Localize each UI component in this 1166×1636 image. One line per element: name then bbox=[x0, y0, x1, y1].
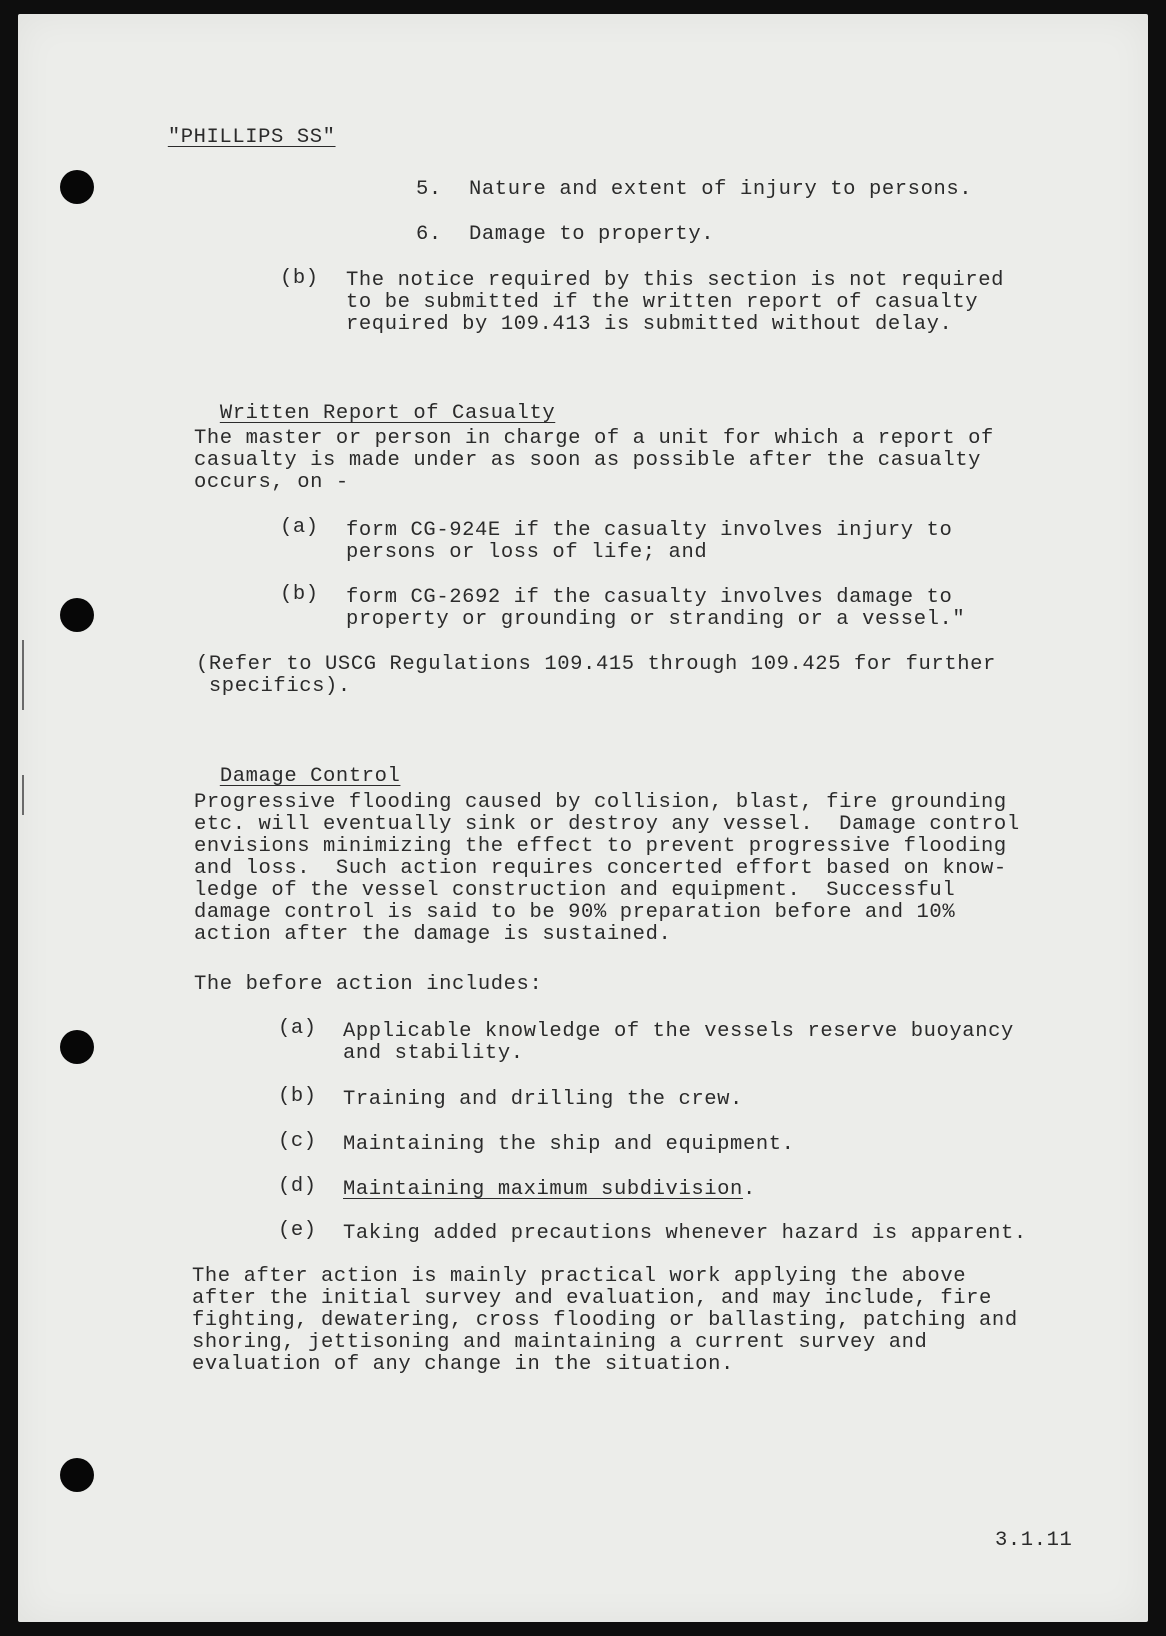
paragraph-line: (Refer to USCG Regulations 109.415 through 109.425 for further bbox=[196, 653, 996, 676]
list-item-text: Nature and extent of injury to persons. bbox=[469, 178, 973, 201]
list-label: (b) bbox=[280, 267, 319, 290]
list-item-text: persons or loss of life; and bbox=[346, 541, 708, 564]
scan-mark bbox=[22, 640, 24, 710]
section-heading-text: Damage Control bbox=[219, 765, 401, 788]
paragraph-line: ledge of the vessel construction and equipment. Successful bbox=[194, 879, 956, 902]
list-item-number: 5. bbox=[416, 178, 442, 201]
list-label: (c) bbox=[278, 1130, 317, 1153]
section-heading bbox=[194, 744, 400, 788]
document-title-text: "PHILLIPS SS" bbox=[167, 126, 336, 149]
list-label: (a) bbox=[278, 1017, 317, 1040]
list-label: (d) bbox=[278, 1175, 317, 1198]
list-item-text: Maintaining the ship and equipment. bbox=[343, 1133, 795, 1156]
page-number: 3.1.11 bbox=[995, 1529, 1073, 1552]
list-item bbox=[416, 224, 442, 246]
paragraph-line: evaluation of any change in the situation. bbox=[192, 1353, 734, 1376]
paragraph-line: specifics). bbox=[196, 675, 351, 698]
list-label: (a) bbox=[280, 516, 319, 539]
punch-hole-4 bbox=[60, 1458, 94, 1492]
list-label: (b) bbox=[280, 583, 319, 606]
list-item-text bbox=[343, 1179, 756, 1201]
paragraph-line: Progressive flooding caused by collision, blast, fire grounding bbox=[194, 791, 1007, 814]
list-item-number: 6. bbox=[416, 223, 442, 246]
notice-line: required by 109.413 is submitted without delay. bbox=[346, 313, 953, 336]
paragraph-line: The before action includes: bbox=[194, 973, 543, 996]
punch-hole-3 bbox=[60, 1030, 94, 1064]
paragraph-line: etc. will eventually sink or destroy any vessel. Damage control bbox=[194, 813, 1020, 836]
underlined-text: Maintaining maximum subdivision bbox=[343, 1178, 743, 1201]
paragraph-line: fighting, dewatering, cross flooding or ballasting, patching and bbox=[192, 1309, 1018, 1332]
list-item-text: property or grounding or stranding or a vessel." bbox=[346, 608, 966, 631]
list-item-text: Training and drilling the crew. bbox=[343, 1088, 743, 1111]
trailing-period: . bbox=[742, 1178, 756, 1201]
paragraph-line: shoring, jettisoning and maintaining a current survey and bbox=[192, 1331, 928, 1354]
punch-hole-2 bbox=[60, 598, 94, 632]
document-title bbox=[142, 105, 336, 149]
list-item-text: form CG-924E if the casualty involves injury to bbox=[346, 519, 953, 542]
paragraph-line: occurs, on - bbox=[194, 471, 349, 494]
paragraph-line: casualty is made under as soon as possible after the casualty bbox=[194, 449, 982, 472]
list-label: (b) bbox=[278, 1085, 317, 1108]
paragraph-line: The master or person in charge of a unit for which a report of bbox=[194, 427, 994, 450]
paragraph-line: damage control is said to be 90% preparation before and 10% bbox=[194, 901, 956, 924]
list-item-text: and stability. bbox=[343, 1042, 524, 1065]
paragraph-line: The after action is mainly practical work applying the above bbox=[192, 1265, 967, 1288]
paragraph-line: after the initial survey and evaluation, and may include, fire bbox=[192, 1287, 992, 1310]
scan-mark bbox=[22, 775, 24, 815]
paragraph-line: action after the damage is sustained. bbox=[194, 923, 672, 946]
list-item-text: Applicable knowledge of the vessels reserve buoyancy bbox=[343, 1020, 1014, 1043]
punch-hole-1 bbox=[60, 170, 94, 204]
list-item-text: form CG-2692 if the casualty involves damage to bbox=[346, 586, 953, 609]
section-heading-text: Written Report of Casualty bbox=[219, 402, 556, 425]
list-item bbox=[416, 179, 442, 201]
list-label: (e) bbox=[278, 1219, 317, 1242]
list-item-text: Taking added precautions whenever hazard is apparent. bbox=[343, 1222, 1027, 1245]
paragraph-line: envisions minimizing the effect to prevent progressive flooding bbox=[194, 835, 1007, 858]
paragraph-line: and loss. Such action requires concerted effort based on know- bbox=[194, 857, 1007, 880]
notice-line: to be submitted if the written report of casualty bbox=[346, 291, 979, 314]
notice-line: The notice required by this section is not required bbox=[346, 269, 1005, 292]
section-heading bbox=[194, 381, 555, 425]
list-item-text: Damage to property. bbox=[469, 223, 715, 246]
